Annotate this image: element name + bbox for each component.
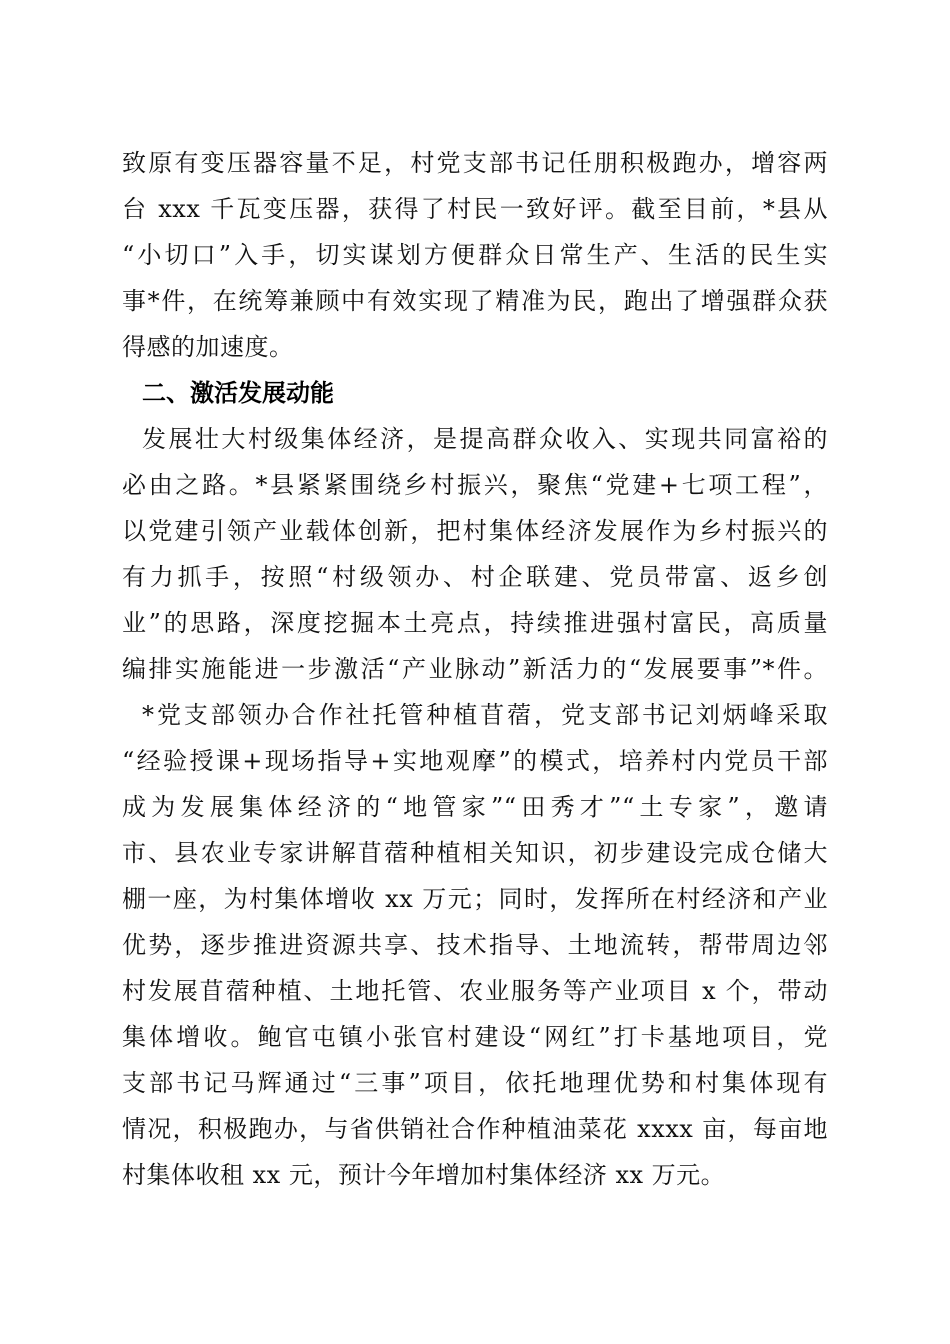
paragraph-line: 村集体收租 xx 元，预计今年增加村集体经济 xx 万元。 [122, 1161, 726, 1189]
paragraph-line: 致原有变压器容量不足，村党支部书记任朋积极跑办，增容两 [122, 149, 828, 177]
paragraph-line: 有力抓手，按照“村级领办、村企联建、党员带富、返乡创 [122, 563, 828, 591]
paragraph-line: 以党建引领产业载体创新，把村集体经济发展作为乡村振兴的 [122, 517, 828, 545]
paragraph-line: 业”的思路，深度挖掘本土亮点，持续推进强村富民，高质量 [122, 609, 828, 637]
paragraph-line: “小切口”入手，切实谋划方便群众日常生产、生活的民生实 [122, 241, 828, 269]
paragraph-3 [122, 692, 828, 1198]
paragraph-line: 集体增收。鲍官屯镇小张官村建设“网红”打卡基地项目，党 [122, 1023, 828, 1051]
paragraph-2 [122, 416, 828, 692]
paragraph-line: 台 xxx 千瓦变压器，获得了村民一致好评。截至目前，*县从 [122, 195, 828, 223]
paragraph-line: 村发展苜蓿种植、土地托管、农业服务等产业项目 x 个，带动 [122, 977, 828, 1005]
paragraph-line: 发展壮大村级集体经济，是提高群众收入、实现共同富裕的 [142, 425, 828, 453]
paragraph-line: 成为发展集体经济的“地管家”“田秀才”“土专家”，邀请 [122, 793, 828, 821]
paragraph-1 [122, 140, 828, 370]
paragraph-line: “经验授课+现场指导+实地观摩”的模式，培养村内党员干部 [122, 747, 828, 775]
paragraph-line: 情况，积极跑办，与省供销社合作种植油菜花 xxxx 亩，每亩地 [122, 1115, 828, 1143]
paragraph-line: 得感的加速度。 [122, 333, 294, 361]
paragraph-line: 市、县农业专家讲解苜蓿种植相关知识，初步建设完成仓储大 [122, 839, 828, 867]
paragraph-line: 支部书记马辉通过“三事”项目，依托地理优势和村集体现有 [122, 1069, 828, 1097]
document-body [122, 140, 828, 1198]
paragraph-line: *党支部领办合作社托管种植苜蓿，党支部书记刘炳峰采取 [142, 701, 828, 729]
paragraph-line: 优势，逐步推进资源共享、技术指导、土地流转，帮带周边邻 [122, 931, 828, 959]
paragraph-line: 棚一座，为村集体增收 xx 万元；同时，发挥所在村经济和产业 [122, 885, 828, 913]
paragraph-line: 事*件，在统筹兼顾中有效实现了精准为民，跑出了增强群众获 [122, 287, 828, 315]
section-heading: 二、激活发展动能 [142, 379, 334, 407]
paragraph-line: 编排实施能进一步激活“产业脉动”新活力的“发展要事”*件。 [122, 655, 828, 683]
paragraph-line: 必由之路。*县紧紧围绕乡村振兴，聚焦“党建+七项工程”， [122, 471, 828, 499]
